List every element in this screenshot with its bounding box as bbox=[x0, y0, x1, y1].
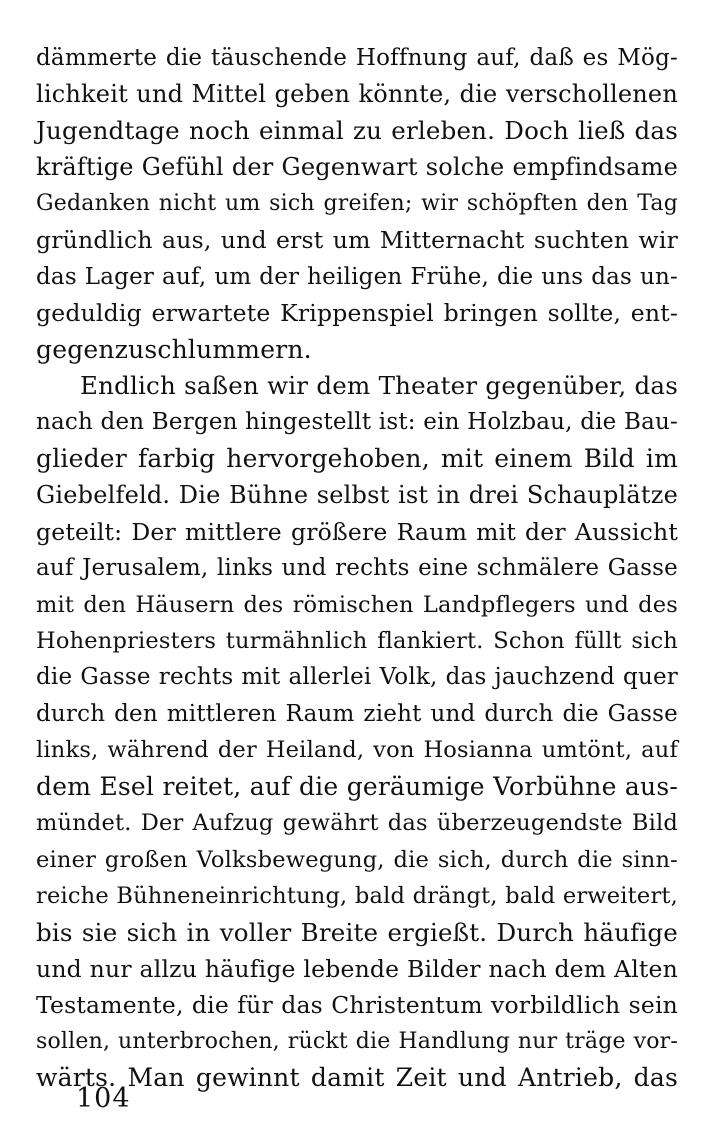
text-line: durch den mittleren Raum zieht und durch die Gasse bbox=[36, 700, 678, 727]
text-line: einer großen Volksbewegung, die sich, durch die sinn- bbox=[36, 846, 678, 873]
text-line: Gedanken nicht um sich greifen; wir schöpften den Tag bbox=[36, 190, 678, 216]
text-line: mündet. Der Aufzug gewährt das überzeugendste Bild bbox=[36, 810, 678, 837]
text-line: mit den Häusern des römischen Landpflegers und des bbox=[36, 591, 678, 618]
paragraph-end-line: gegenzuschlummern. bbox=[36, 334, 312, 364]
page-number: 104 bbox=[76, 1083, 131, 1114]
text-line: sollen, unterbrochen, rückt die Handlung nur träge vor- bbox=[36, 1028, 678, 1054]
text-line: geteilt: Der mittlere größere Raum mit der Aussicht bbox=[36, 517, 678, 546]
text-line: lichkeit und Mittel geben könnte, die verschollenen bbox=[36, 80, 678, 109]
text-line: reiche Bühneneinrichtung, bald drängt, bald erweitert, bbox=[36, 883, 678, 910]
text-line: dämmerte die täuschende Hoffnung auf, daß es Mög- bbox=[36, 45, 678, 71]
text-line: dem Esel reitet, auf die geräumige Vorbühne aus- bbox=[36, 771, 678, 801]
text-line: links, während der Heiland, von Hosianna umtönt, auf bbox=[36, 737, 678, 764]
paragraph-start-line: Endlich saßen wir dem Theater gegenüber, das bbox=[80, 370, 678, 400]
body-text bbox=[36, 40, 678, 1097]
text-line: Testamente, die für das Christentum vorbildlich sein bbox=[36, 991, 678, 1020]
text-line: und nur allzu häufige lebende Bilder nach dem Alten bbox=[36, 954, 678, 983]
text-line: geduldig erwartete Krippenspiel bringen sollte, ent- bbox=[36, 299, 678, 328]
text-line: Jugendtage noch einmal zu erleben. Doch ließ das bbox=[36, 115, 678, 145]
text-line: nach den Bergen hingestellt ist: ein Holzbau, die Bau- bbox=[36, 409, 678, 436]
text-line: glieder farbig hervorgehoben, mit einem Bild im bbox=[36, 443, 678, 473]
text-line: die Gasse rechts mit allerlei Volk, das jauchzend quer bbox=[36, 664, 678, 691]
text-line: wärts. Man gewinnt damit Zeit und Antrieb, das bbox=[36, 1063, 678, 1093]
text-line: kräftige Gefühl der Gegenwart solche empfindsame bbox=[36, 153, 678, 182]
text-line: das Lager auf, um der heiligen Frühe, die uns das un- bbox=[36, 263, 678, 290]
text-line: Hohenpriesters turmähnlich flankiert. Schon füllt sich bbox=[36, 628, 678, 654]
text-line: gründlich aus, und erst um Mitternacht suchten wir bbox=[36, 226, 678, 255]
text-line: bis sie sich in voller Breite ergießt. Durch häufige bbox=[36, 917, 678, 947]
text-line: auf Jerusalem, links und rechts eine schmälere Gasse bbox=[36, 555, 678, 582]
text-line: Giebelfeld. Die Bühne selbst ist in drei Schauplätze bbox=[36, 481, 678, 510]
